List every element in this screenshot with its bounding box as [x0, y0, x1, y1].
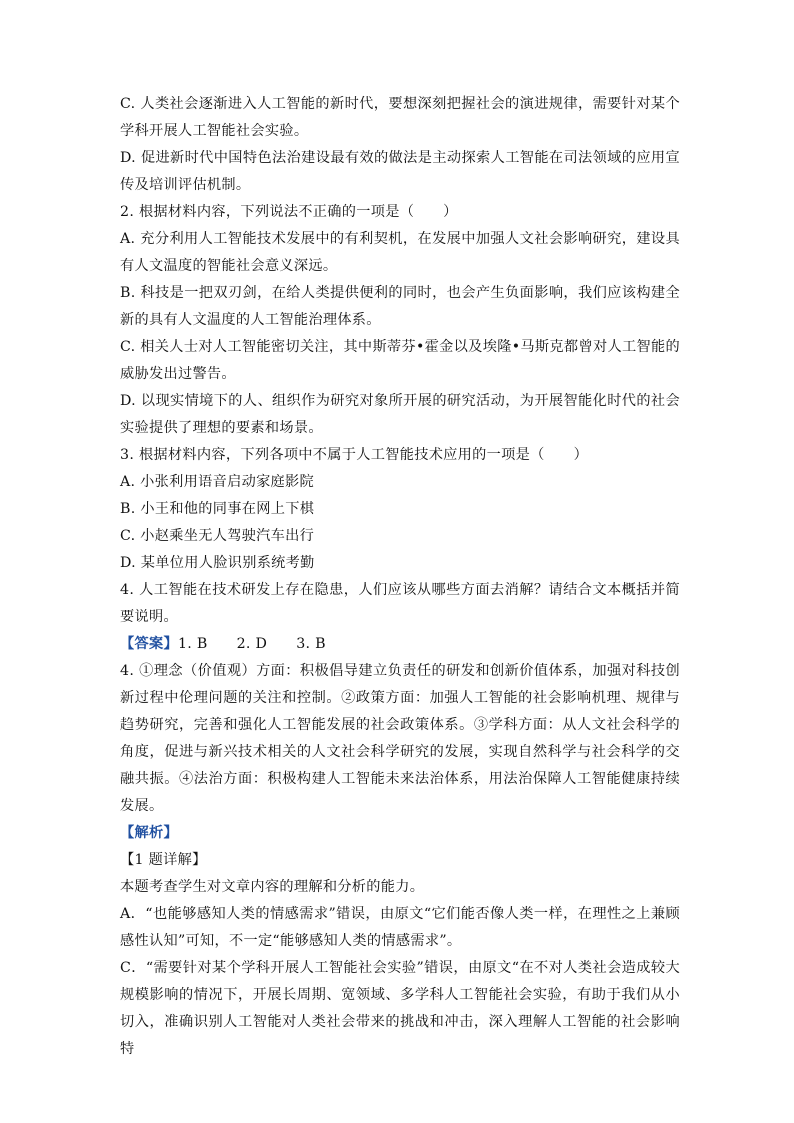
question-2: 2. 根据材料内容，下列说法不正确的一项是（ ）: [120, 204, 458, 220]
option-1d: D. 促进新时代中国特色法治建设最有效的做法是主动探索人工智能在司法领域的应用宣传及培训评估机制。: [120, 150, 680, 193]
option-3b: B. 小王和他的同事在网上下棋: [120, 501, 315, 517]
answer-q4: 4. ①理念（价值观）方面：积极倡导建立负责任的研发和创新价值体系，加强对科技创新过程中伦理问题的关注和控制。②政策方面：加强人工智能的社会影响机理、规律与趋势研究，完善和强化人工智能发展的社会政策体系。③学科方面：从人文社会科学的角度，促进与新兴技术相关的人文社会科学研究的发展，实现自然科学与社会科学的交融共振。④法治方面：积极构建人工智能未来法治体系，用法治保障人工智能健康持续发展。: [120, 663, 680, 814]
document-body: [120, 91, 680, 1063]
analysis-label: 【解析】: [120, 825, 178, 841]
option-3c: C. 小赵乘坐无人驾驶汽车出行: [120, 528, 315, 544]
question-3: 3. 根据材料内容，下列各项中不属于人工智能技术应用的一项是（ ）: [120, 447, 589, 463]
answer-label: 【答案】: [120, 636, 178, 652]
option-2b: B. 科技是一把双刃剑，在给人类提供便利的同时，也会产生负面影响，我们应该构建全新的具有人文温度的人工智能治理体系。: [120, 285, 680, 328]
option-2a: A. 充分利用人工智能技术发展中的有利契机，在发展中加强人文社会影响研究，建设具有人文温度的智能社会意义深远。: [120, 231, 680, 274]
answer-choices: 1. B 2. D 3. B: [177, 636, 326, 652]
analysis-intro: 本题考查学生对文章内容的理解和分析的能力。: [120, 879, 425, 895]
question-4: 4. 人工智能在技术研发上存在隐患，人们应该从哪些方面去消解？请结合文本概括并简要说明。: [120, 582, 680, 625]
option-2c: C. 相关人士对人工智能密切关注，其中斯蒂芬•霍金以及埃隆•马斯克都曾对人工智能的威胁发出过警告。: [120, 339, 680, 382]
option-2d: D. 以现实情境下的人、组织作为研究对象所开展的研究活动，为开展智能化时代的社会实验提供了理想的要素和场景。: [120, 393, 680, 436]
analysis-sub-label: 【1 题详解】: [120, 852, 207, 868]
option-1c: C. 人类社会逐渐进入人工智能的新时代，要想深刻把握社会的演进规律，需要针对某个学科开展人工智能社会实验。: [120, 96, 680, 139]
option-3a: A. 小张利用语音启动家庭影院: [120, 474, 315, 490]
option-3d: D. 某单位用人脸识别系统考勤: [120, 555, 315, 571]
analysis-item-a: A．“也能够感知人类的情感需求”错误，由原文“它们能否像人类一样，在理性之上兼顾感性认知”可知，不一定“能够感知人类的情感需求”。: [120, 906, 680, 949]
analysis-item-c: C．“需要针对某个学科开展人工智能社会实验”错误，由原文“在不对人类社会造成较大规模影响的情况下，开展长周期、宽领域、多学科人工智能社会实验，有助于我们从小切入，准确识别人工智能对人类社会带来的挑战和冲击，深入理解人工智能的社会影响特: [120, 960, 680, 1057]
answer-line: [120, 631, 680, 658]
